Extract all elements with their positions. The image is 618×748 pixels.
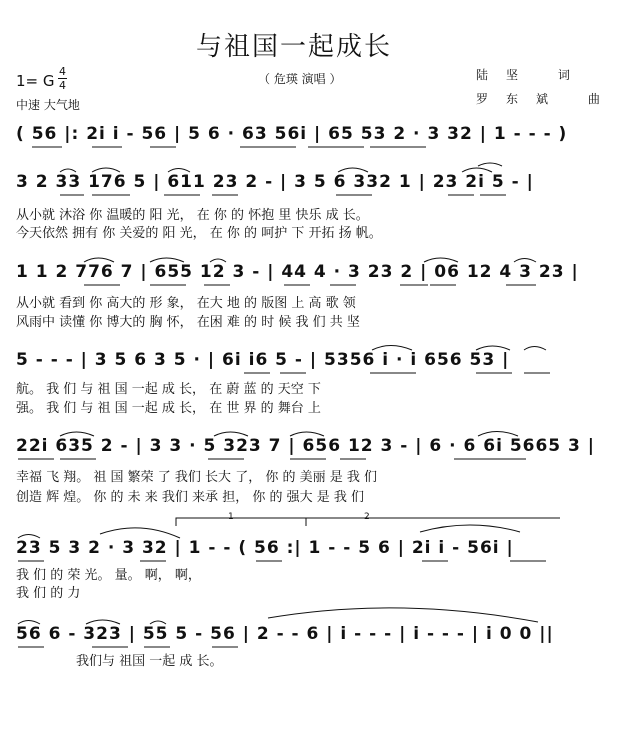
slur [60,169,76,172]
song-title: 与祖国一起成长 [195,32,392,62]
lyric-line-5-verse-1: 幸福 飞 翔。 祖 国 繁荣 了 我们 长大 了， 你 的 美丽 是 我 们 [16,470,377,485]
slur [514,259,536,263]
slur [524,347,546,351]
score-line-5: 22i 635 2 - | 3 3 · 5 323 7 | 656 12 3 - | 6 · 6 6i 5665 3 | [16,436,596,456]
lyric-line-6-verse-1: 我 们 的 荣 光。 量。 啊， 啊， [16,568,201,583]
lyric-line-2-verse-2: 今天依然 拥有 你 关爱的 阳 光， 在 你 的 呵护 下 开拓 扬 帆。 [16,226,382,241]
volta-1-label: 1 [228,512,234,522]
lyric-line-2-verse-1: 从小就 沐浴 你 温暖的 阳 光， 在 你 的 怀抱 里 快乐 成 长。 [16,208,369,223]
score-line-4: 5 - - - | 3 5 6 3 5 · | 6i i6 5 - | 5356 i · i 656 53 | [16,350,510,370]
slur [150,621,166,624]
slur [420,525,520,532]
slur [60,432,94,436]
slur [150,258,184,262]
slur [424,258,458,262]
slur [92,168,120,172]
lyric-line-3-verse-2: 风雨中 读懂 你 博大的 胸 怀， 在困 难 的 时 候 我 们 共 坚 [16,315,360,330]
volta-2-bracket [306,518,560,526]
slur [100,528,180,538]
time-signature-top: 4 [59,65,66,78]
tempo-marking: 中速 大气地 [16,98,80,112]
slur [86,620,120,624]
slur [478,163,502,166]
slur [462,168,492,172]
singer-credit: （ 危瑛 演唱 ） [258,72,342,86]
volta-2-label: 2 [364,512,370,522]
time-signature-bottom: 4 [59,79,66,92]
lyric-line-3-verse-1: 从小就 看到 你 高大的 形 象， 在大 地 的 版图 上 高 歌 领 [16,296,356,311]
lyric-line-5-verse-2: 创造 辉 煌。 你 的 未 来 我们 来承 担， 你 的 强大 是 我 们 [16,490,364,505]
slur [290,432,324,436]
slur [210,259,226,262]
slur [18,621,40,625]
slur [268,608,538,622]
slur [476,346,510,350]
score-line-7: 56 6 - 323 | 55 5 - 56 | 2 - - 6 | i - - - | i - - - | i 0 0 || [16,624,554,644]
slur [478,432,518,437]
key-signature: 1= G [16,72,55,90]
volta-1-bracket [176,518,306,526]
composer-credit: 罗东斌 曲 [476,92,618,106]
score-line-2: 3 2 33 176 5 | 611 23 2 - | 3 5 6 332 1 | 23 2i 5 - | [16,172,534,192]
lyric-line-7: 我们与 祖国 一起 成 长。 [76,654,223,669]
slur [372,346,412,351]
lyric-line-4-verse-1: 航。 我 们 与 祖 国 一起 成 长， 在 蔚 蓝 的 天空 下 [16,382,321,397]
slur [18,535,40,539]
score-line-3: 1 1 2 776 7 | 655 12 3 - | 44 4 · 3 23 2 | 06 12 4 3 23 | [16,262,579,282]
score-line-6: 23 5 3 2 · 3 32 | 1 - - ( 56 :| 1 - - 5 6 | 2i i - 56i | [16,538,514,558]
lyricist-credit: 陆坚 词 [476,68,588,82]
lyric-line-4-verse-2: 强。 我 们 与 祖 国 一起 成 长， 在 世 界 的 舞台 上 [16,401,321,416]
slur [168,169,190,173]
slur [214,432,248,436]
score-line-1: ( 56 |: 2i i - 56 | 5 6 · 63 56i | 65 53 2 · 3 32 | 1 - - - ) [16,124,568,144]
lyric-line-6-verse-2: 我 们 的 力 [16,586,81,601]
slur [84,258,114,262]
slur [338,168,368,172]
